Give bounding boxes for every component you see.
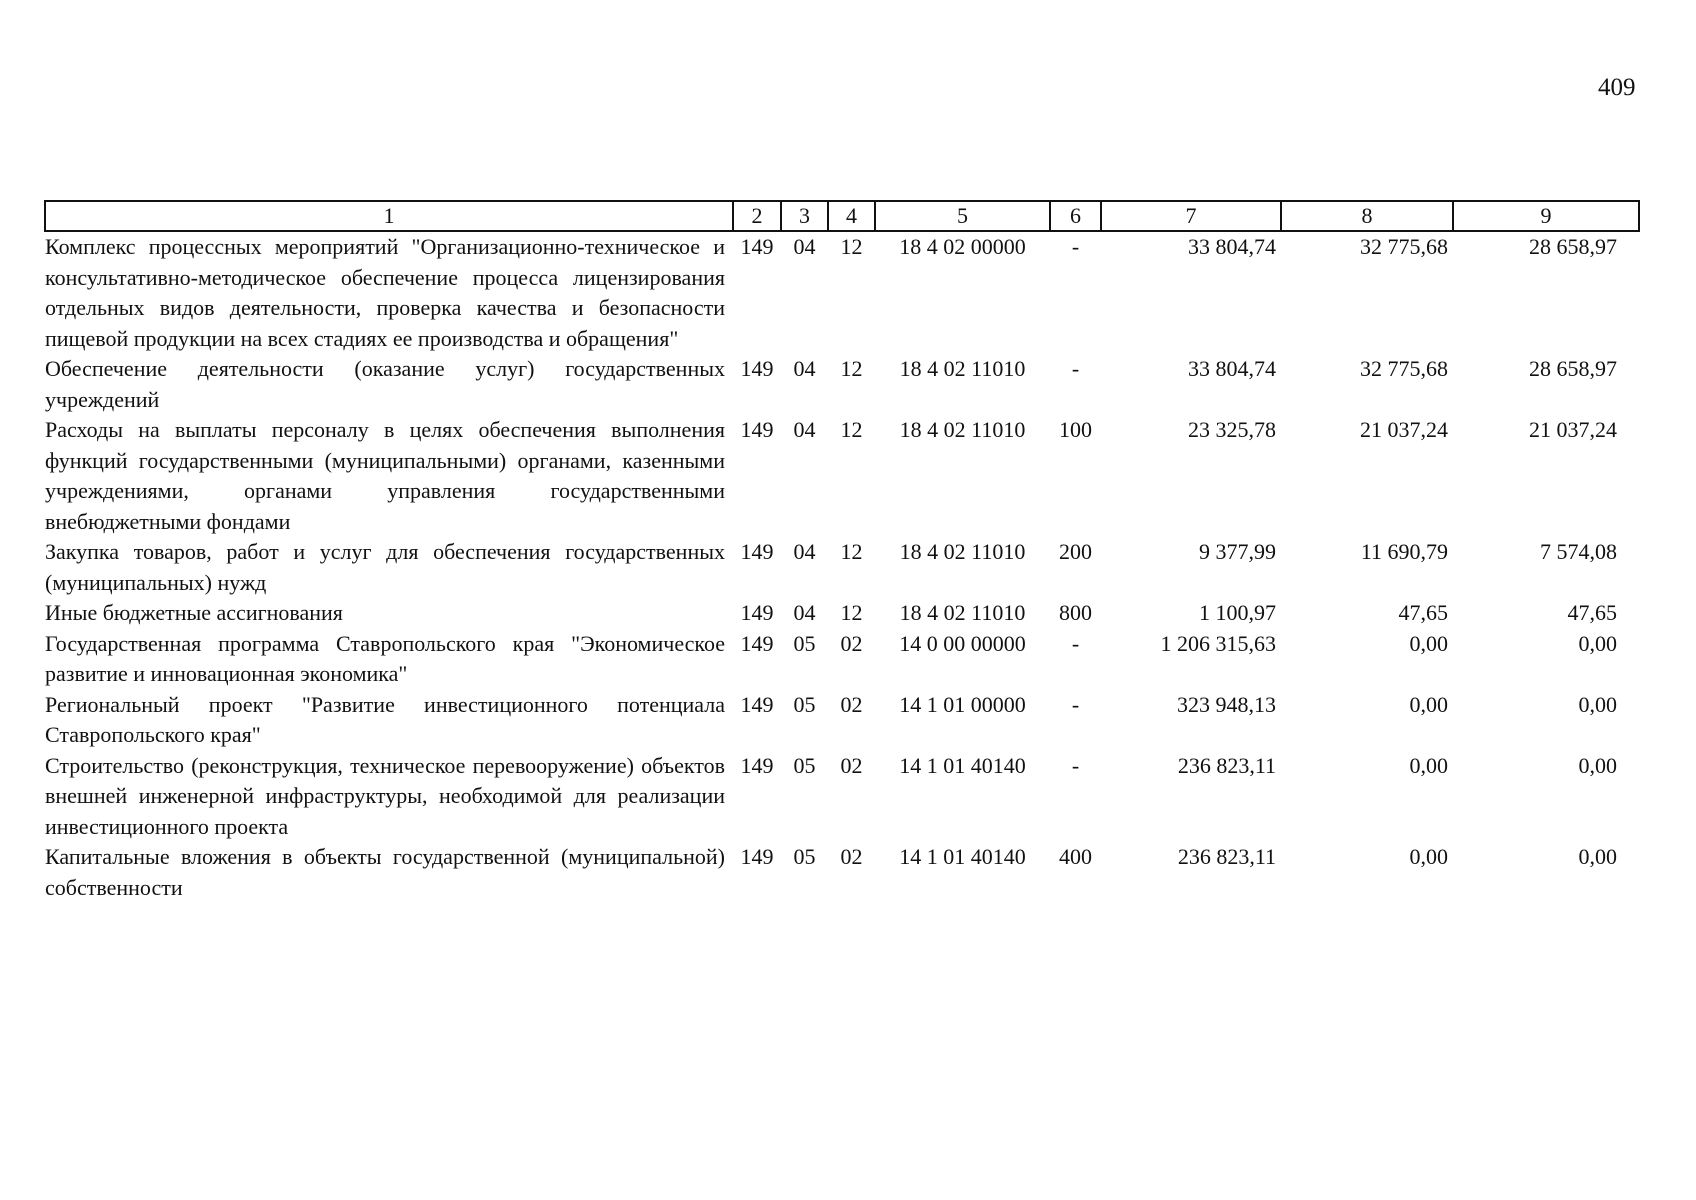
row-col-6: 400 [1059,844,1092,869]
row-col-5: 18 4 02 11010 [899,539,1026,564]
row-col-5: 18 4 02 11010 [899,356,1026,381]
row-col-7: 1 100,97 [1199,600,1276,625]
header-cell: 2 [733,201,781,231]
row-col-5: 18 4 02 00000 [899,234,1026,259]
page-number: 409 [1598,74,1636,101]
row-col-9: 21 037,24 [1529,417,1617,442]
row-col-5: 18 4 02 11010 [899,417,1026,442]
row-col-2: 149 [740,234,774,259]
row-col-3: 04 [793,356,816,381]
budget-table [44,200,1640,903]
table-header-row [45,201,1639,231]
row-col-3: 05 [793,752,816,778]
row-col-9: 0,00 [1578,691,1617,717]
row-col-2: 149 [740,752,774,778]
row-name: Капитальные вложения в объекты государственной (муниципальной) собственности [45,844,725,900]
row-col-7: 33 804,74 [1188,234,1276,259]
row-col-8: 21 037,24 [1360,417,1448,442]
row-col-8: 32 775,68 [1360,356,1448,381]
row-col-6: - [1071,234,1080,259]
row-col-7: 236 823,11 [1177,844,1276,869]
row-col-3: 05 [793,691,816,717]
row-col-7: 33 804,74 [1188,356,1276,381]
row-col-5: 14 1 01 40140 [899,752,1026,778]
row-col-4: 02 [840,630,863,656]
row-col-4: 12 [840,539,863,564]
header-cell: 1 [45,201,733,231]
row-col-2: 149 [740,356,774,381]
row-col-8: 11 690,79 [1360,539,1448,564]
row-col-6: - [1071,630,1080,656]
row-col-3: 05 [793,844,816,869]
row-col-3: 05 [793,630,816,656]
header-cell: 7 [1101,201,1281,231]
table-row [45,354,1639,415]
row-col-7: 323 948,13 [1177,691,1276,717]
row-col-6: 800 [1059,600,1092,625]
row-col-6: - [1071,356,1080,381]
table-row [45,690,1639,751]
row-col-2: 149 [740,539,774,564]
row-name: Обеспечение деятельности (оказание услуг) государственных учреждений [45,356,725,412]
row-col-3: 04 [793,234,816,259]
row-col-8: 0,00 [1409,752,1448,778]
row-col-8: 0,00 [1409,630,1448,656]
row-col-9: 0,00 [1578,844,1617,869]
table-row [45,537,1639,598]
row-name: Иные бюджетные ассигнования [45,600,343,625]
header-cell: 3 [781,201,828,231]
row-col-8: 0,00 [1409,844,1448,869]
row-col-9: 28 658,97 [1529,234,1617,259]
row-col-3: 04 [793,417,816,442]
header-cell: 4 [828,201,875,231]
row-name: Расходы на выплаты персоналу в целях обеспечения выполнения функций государственными (муниципальными) органами, казенными учреждениями, органами управления государственными внебюджетными фондами [45,417,725,534]
row-col-9: 7 574,08 [1540,539,1617,564]
row-col-8: 0,00 [1409,691,1448,717]
row-col-6: - [1071,691,1080,717]
row-col-9: 47,65 [1567,600,1617,625]
row-name: Закупка товаров, работ и услуг для обеспечения государственных (муниципальных) нужд [45,539,725,595]
header-cell: 5 [875,201,1050,231]
row-col-3: 04 [793,600,816,625]
row-col-4: 12 [840,356,863,381]
row-col-4: 12 [840,234,863,259]
table-row [45,598,1639,629]
row-col-5: 14 1 01 40140 [899,844,1026,869]
row-col-5: 14 1 01 00000 [899,691,1026,717]
table-row [45,415,1639,537]
table-row [45,842,1639,903]
row-col-6: 200 [1059,539,1092,564]
row-col-4: 02 [840,844,863,869]
row-col-5: 14 0 00 00000 [899,630,1026,656]
row-col-2: 149 [740,691,774,717]
row-col-8: 32 775,68 [1360,234,1448,259]
row-col-2: 149 [740,600,774,625]
row-col-4: 02 [840,691,863,717]
row-col-7: 9 377,99 [1199,539,1276,564]
header-cell: 9 [1453,201,1639,231]
row-name: Комплекс процессных мероприятий "Организационно-техническое и консультативно-методическое обеспечение процесса лицензирования отдельных видов деятельности, проверка качества и безопасности пищевой продукции на всех стадиях ее производства и обращения" [45,234,725,351]
row-col-9: 0,00 [1578,752,1617,778]
row-col-7: 23 325,78 [1188,417,1276,442]
row-col-2: 149 [740,630,774,656]
row-name: Государственная программа Ставропольского края "Экономическое развитие и инновационная экономика" [45,630,725,686]
table-row [45,231,1639,354]
row-col-9: 28 658,97 [1529,356,1617,381]
row-col-3: 04 [793,539,816,564]
row-col-9: 0,00 [1578,630,1617,656]
row-col-8: 47,65 [1398,600,1448,625]
row-col-5: 18 4 02 11010 [899,600,1026,625]
row-col-7: 1 206 315,63 [1160,630,1276,656]
header-cell: 8 [1281,201,1453,231]
row-col-6: - [1071,752,1080,778]
row-col-4: 02 [840,752,863,778]
table-row [45,751,1639,843]
row-col-6: 100 [1059,417,1092,442]
row-name: Региональный проект "Развитие инвестиционного потенциала Ставропольского края" [45,691,725,747]
header-cell: 6 [1050,201,1101,231]
row-name: Строительство (реконструкция, техническое перевооружение) объектов внешней инженерной инфраструктуры, необходимой для реализации инвестиционного проекта [45,752,725,839]
row-col-4: 12 [840,600,863,625]
table-row [45,629,1639,690]
row-col-7: 236 823,11 [1177,752,1276,778]
row-col-2: 149 [740,417,774,442]
row-col-4: 12 [840,417,863,442]
row-col-2: 149 [740,844,774,869]
